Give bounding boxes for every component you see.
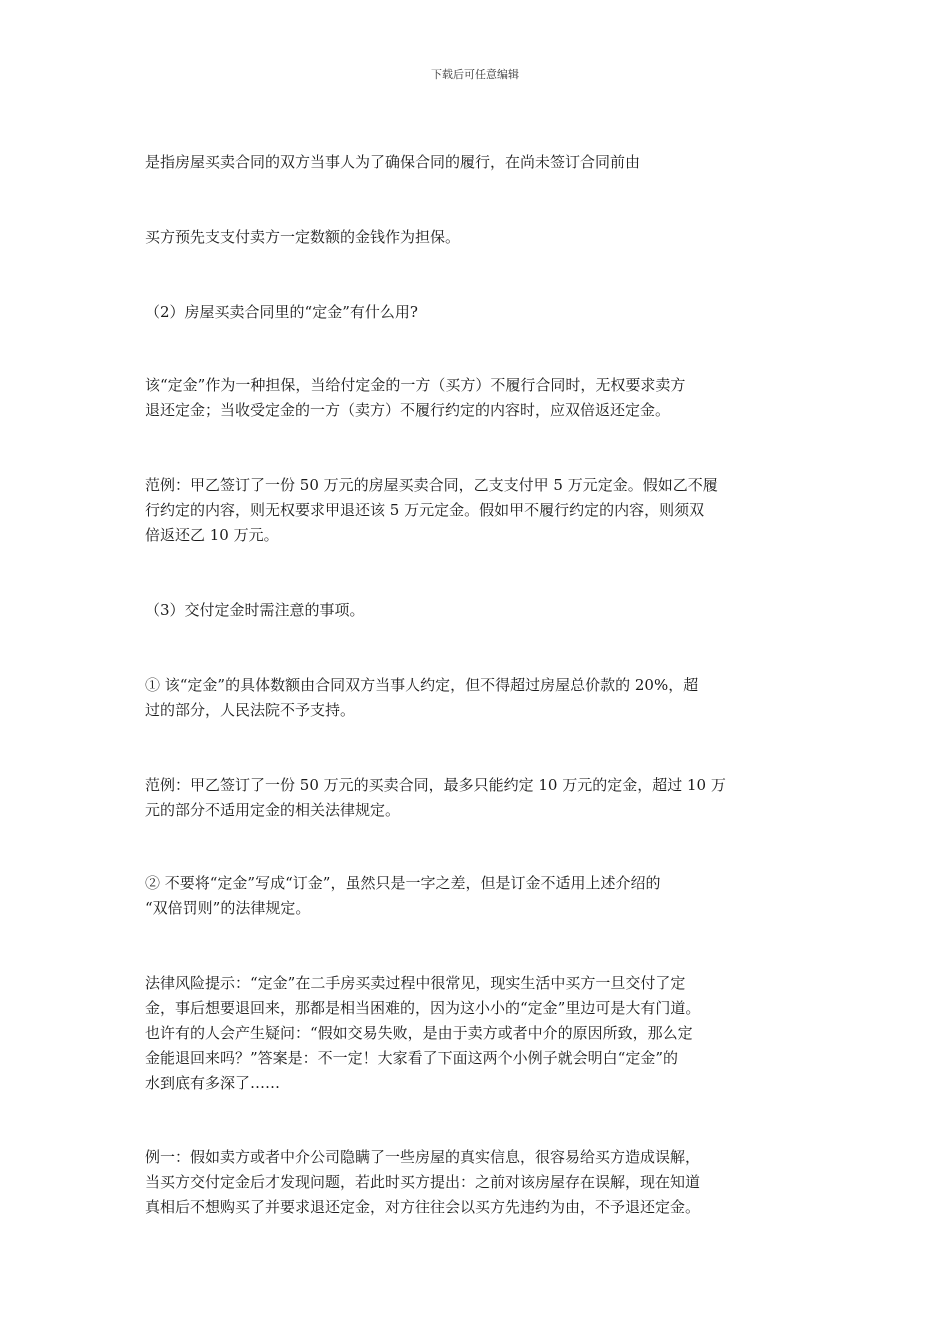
text-line: 金，事后想要退回来，那都是相当困难的，因为这小小的“定金”里边可是大有门道。 [145,999,701,1017]
text-line: 当买方交付定金后才发现问题，若此时买方提出：之前对该房屋存在误解，现在知道 [145,1173,701,1191]
paragraph-example-2 [145,773,810,823]
text-line: 范例：甲乙签订了一份 50 万元的房屋买卖合同，乙支支付甲 5 万元定金。假如乙不履 [145,476,718,494]
text-line: 法律风险提示：“定金”在二手房买卖过程中很常见，现实生活中买方一旦交付了定 [145,974,686,992]
text-line: 元的部分不适用定金的相关法律规定。 [145,801,401,819]
text-line: （2）房屋买卖合同里的“定金”有什么用? [145,303,418,321]
paragraph-definition [145,150,810,175]
text-line: 真相后不想购买了并要求退还定金，对方往往会以买方先违约为由，不予退还定金。 [145,1198,701,1216]
text-line: 买方预先支支付卖方一定数额的金钱作为担保。 [145,228,461,246]
text-line: 行约定的内容，则无权要求甲退还该 5 万元定金。假如甲不履行约定的内容，则须双 [145,501,705,519]
section-heading-3 [145,598,810,623]
paragraph-deposit-use [145,373,810,423]
page-header: 下载后可任意编辑 [431,68,519,81]
section-heading-2 [145,300,810,325]
text-line: 例一：假如卖方或者中介公司隐瞒了一些房屋的真实信息，很容易给买方造成误解， [145,1148,701,1166]
paragraph-example-case-1 [145,1145,810,1220]
text-line: 金能退回来吗？”答案是：不一定！大家看了下面这两个小例子就会明白“定金”的 [145,1049,679,1067]
paragraph-note-1 [145,673,810,723]
text-line: 倍返还乙 10 万元。 [145,526,279,544]
text-line: 水到底有多深了…… [145,1074,281,1092]
text-line: 是指房屋买卖合同的双方当事人为了确保合同的履行，在尚未签订合同前由 [145,153,641,171]
text-line: ① 该“定金”的具体数额由合同双方当事人约定，但不得超过房屋总价款的 20%，超 [145,676,699,694]
paragraph-legal-risk [145,971,810,1096]
text-line: （3）交付定金时需注意的事项。 [145,601,365,619]
text-line: 该“定金”作为一种担保，当给付定金的一方（买方）不履行合同时，无权要求卖方 [145,376,686,394]
text-line: 也许有的人会产生疑问：“假如交易失败，是由于卖方或者中介的原因所致，那么定 [145,1024,693,1042]
text-line: ② 不要将“定金”写成“订金”，虽然只是一字之差，但是订金不适用上述介绍的 [145,874,661,892]
paragraph-definition-cont [145,225,810,250]
text-line: 退还定金；当收受定金的一方（卖方）不履行约定的内容时，应双倍返还定金。 [145,401,671,419]
paragraph-example-1 [145,473,810,548]
text-line: 过的部分，人民法院不予支持。 [145,701,356,719]
text-line: “双倍罚则”的法律规定。 [145,899,311,917]
text-line: 范例：甲乙签订了一份 50 万元的买卖合同，最多只能约定 10 万元的定金，超过 10 万 [145,776,726,794]
paragraph-note-2 [145,871,810,921]
